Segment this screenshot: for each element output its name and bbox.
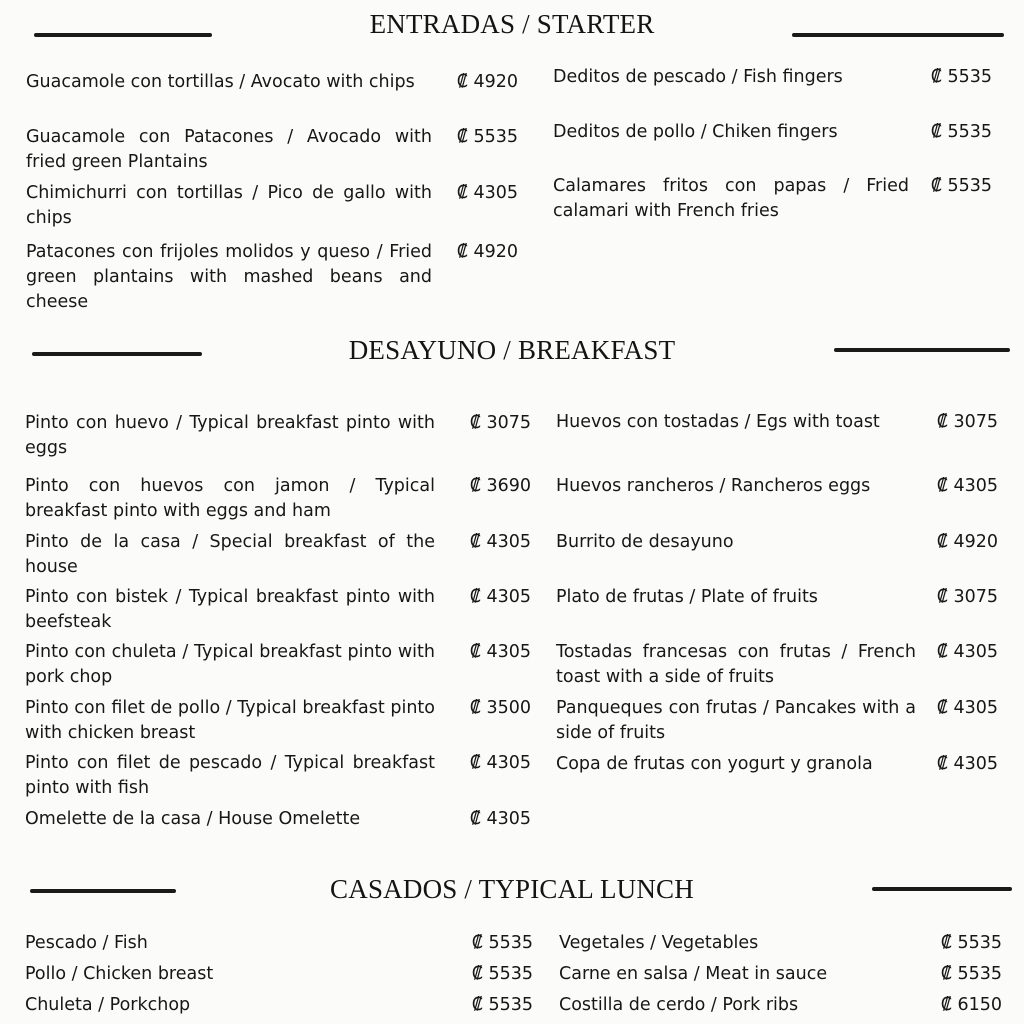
- item-price: ₡ 4920: [456, 242, 518, 262]
- menu-item: [556, 696, 1000, 746]
- item-price: ₡ 5535: [940, 964, 1002, 984]
- colon-sign-icon: ₡: [471, 995, 483, 1015]
- item-price: ₡ 4305: [469, 587, 531, 607]
- menu-item: [556, 752, 1000, 777]
- item-price: ₡ 6150: [940, 995, 1002, 1015]
- menu-item: [25, 530, 533, 580]
- item-name: Pinto con filet de pescado / Typical breakfast pinto with fish: [25, 753, 435, 798]
- menu-item: [25, 696, 533, 746]
- menu-item: [553, 120, 996, 170]
- item-price: ₡ 4305: [936, 476, 998, 496]
- colon-sign-icon: ₡: [469, 532, 481, 552]
- item-price: ₡ 5535: [930, 176, 992, 196]
- item-name: Guacamole con Patacones / Avocado with fried green Plantains: [26, 127, 432, 172]
- item-price: ₡ 5535: [456, 127, 518, 147]
- menu-item: [25, 993, 535, 1018]
- item-price: ₡ 4305: [469, 809, 531, 829]
- colon-sign-icon: ₡: [936, 754, 948, 774]
- lunch-header: [0, 872, 1024, 912]
- menu-item: [553, 65, 996, 115]
- colon-sign-icon: ₡: [469, 753, 481, 773]
- menu-item: [25, 962, 535, 987]
- item-name: Pinto de la casa / Special breakfast of the house: [25, 532, 435, 577]
- item-name: Huevos con tostadas / Egs with toast: [556, 412, 880, 432]
- colon-sign-icon: ₡: [456, 127, 468, 147]
- item-name: Guacamole con tortillas / Avocato with chips: [26, 72, 415, 92]
- item-price: ₡ 5535: [471, 964, 533, 984]
- item-name: Omelette de la casa / House Omelette: [25, 809, 361, 829]
- menu-item: [556, 640, 1000, 690]
- colon-sign-icon: ₡: [469, 587, 481, 607]
- colon-sign-icon: ₡: [940, 964, 952, 984]
- colon-sign-icon: ₡: [456, 183, 468, 203]
- menu-item: [559, 931, 1004, 956]
- breakfast-title: DESAYUNO / BREAKFAST: [348, 335, 676, 365]
- starter-rule-right: [792, 33, 1004, 37]
- item-price: ₡ 3690: [469, 476, 531, 496]
- item-price: ₡ 3500: [469, 698, 531, 718]
- item-price: ₡ 5535: [940, 933, 1002, 953]
- item-name: Costilla de cerdo / Pork ribs: [559, 995, 799, 1015]
- colon-sign-icon: ₡: [471, 933, 483, 953]
- item-price: ₡ 5535: [471, 933, 533, 953]
- menu-item: [26, 125, 522, 175]
- item-price: ₡ 5535: [930, 67, 992, 87]
- item-price: ₡ 4305: [469, 642, 531, 662]
- item-price: ₡ 3075: [936, 412, 998, 432]
- item-name: Chuleta / Porkchop: [25, 995, 191, 1015]
- menu-item: [25, 931, 535, 956]
- item-name: Calamares fritos con papas / Fried calamari with French fries: [553, 176, 909, 221]
- item-name: Pinto con huevo / Typical breakfast pinto with eggs: [25, 413, 435, 458]
- item-name: Carne en salsa / Meat in sauce: [559, 964, 828, 984]
- menu-item: [25, 474, 533, 524]
- breakfast-rule-right: [834, 348, 1010, 352]
- colon-sign-icon: ₡: [936, 412, 948, 432]
- item-price: ₡ 4305: [456, 183, 518, 203]
- menu-item: [556, 410, 1000, 460]
- menu-item: [559, 962, 1004, 987]
- starter-title: ENTRADAS / STARTER: [369, 9, 655, 39]
- item-price: ₡ 3075: [469, 413, 531, 433]
- menu-item: [25, 807, 533, 832]
- colon-sign-icon: ₡: [930, 122, 942, 142]
- colon-sign-icon: ₡: [469, 476, 481, 496]
- item-price: ₡ 4305: [469, 532, 531, 552]
- colon-sign-icon: ₡: [456, 242, 468, 262]
- item-name: Panqueques con frutas / Pancakes with a side of fruits: [556, 698, 916, 743]
- menu-item: [556, 474, 1000, 524]
- menu-item: [25, 585, 533, 635]
- item-price: ₡ 4305: [936, 642, 998, 662]
- colon-sign-icon: ₡: [469, 413, 481, 433]
- item-name: Patacones con frijoles molidos y queso / Fried green plantains with mashed beans and cheese: [26, 242, 432, 312]
- colon-sign-icon: ₡: [936, 532, 948, 552]
- breakfast-header: [0, 334, 1024, 374]
- item-name: Copa de frutas con yogurt y granola: [556, 754, 873, 774]
- colon-sign-icon: ₡: [936, 642, 948, 662]
- menu-item: [556, 530, 1000, 580]
- item-price: ₡ 4305: [936, 754, 998, 774]
- item-name: Pollo / Chicken breast: [25, 964, 214, 984]
- menu-item: [26, 181, 522, 231]
- lunch-rule-right: [872, 887, 1012, 891]
- item-name: Tostadas francesas con frutas / French toast with a side of fruits: [556, 642, 916, 687]
- item-name: Deditos de pollo / Chiken fingers: [553, 122, 838, 142]
- colon-sign-icon: ₡: [936, 587, 948, 607]
- item-name: Pescado / Fish: [25, 933, 148, 953]
- item-name: Chimichurri con tortillas / Pico de gallo with chips: [26, 183, 432, 228]
- menu-item: [26, 70, 522, 120]
- colon-sign-icon: ₡: [469, 809, 481, 829]
- menu-item: [556, 585, 1000, 635]
- menu-item: [553, 174, 996, 224]
- item-name: Huevos rancheros / Rancheros eggs: [556, 476, 871, 496]
- item-price: ₡ 3075: [936, 587, 998, 607]
- colon-sign-icon: ₡: [940, 995, 952, 1015]
- item-price: ₡ 4305: [469, 753, 531, 773]
- item-name: Pinto con huevos con jamon / Typical breakfast pinto with eggs and ham: [25, 476, 435, 521]
- menu-item: [26, 240, 522, 315]
- colon-sign-icon: ₡: [936, 476, 948, 496]
- item-price: ₡ 5535: [471, 995, 533, 1015]
- item-price: ₡ 4920: [456, 72, 518, 92]
- colon-sign-icon: ₡: [469, 642, 481, 662]
- colon-sign-icon: ₡: [469, 698, 481, 718]
- item-price: ₡ 4920: [936, 532, 998, 552]
- item-name: Plato de frutas / Plate of fruits: [556, 587, 818, 607]
- item-name: Burrito de desayuno: [556, 532, 734, 552]
- item-price: ₡ 5535: [930, 122, 992, 142]
- item-name: Pinto con chuleta / Typical breakfast pinto with pork chop: [25, 642, 435, 687]
- colon-sign-icon: ₡: [930, 176, 942, 196]
- item-price: ₡ 4305: [936, 698, 998, 718]
- colon-sign-icon: ₡: [940, 933, 952, 953]
- menu-item: [25, 411, 533, 461]
- starter-header: [0, 6, 1024, 46]
- colon-sign-icon: ₡: [471, 964, 483, 984]
- item-name: Vegetales / Vegetables: [559, 933, 759, 953]
- colon-sign-icon: ₡: [930, 67, 942, 87]
- colon-sign-icon: ₡: [936, 698, 948, 718]
- item-name: Pinto con filet de pollo / Typical breakfast pinto with chicken breast: [25, 698, 435, 743]
- item-name: Deditos de pescado / Fish fingers: [553, 67, 843, 87]
- menu-item: [25, 640, 533, 690]
- menu-item: [25, 751, 533, 801]
- lunch-title: CASADOS / TYPICAL LUNCH: [330, 874, 694, 904]
- menu-item: [559, 993, 1004, 1018]
- colon-sign-icon: ₡: [456, 72, 468, 92]
- item-name: Pinto con bistek / Typical breakfast pinto with beefsteak: [25, 587, 435, 632]
